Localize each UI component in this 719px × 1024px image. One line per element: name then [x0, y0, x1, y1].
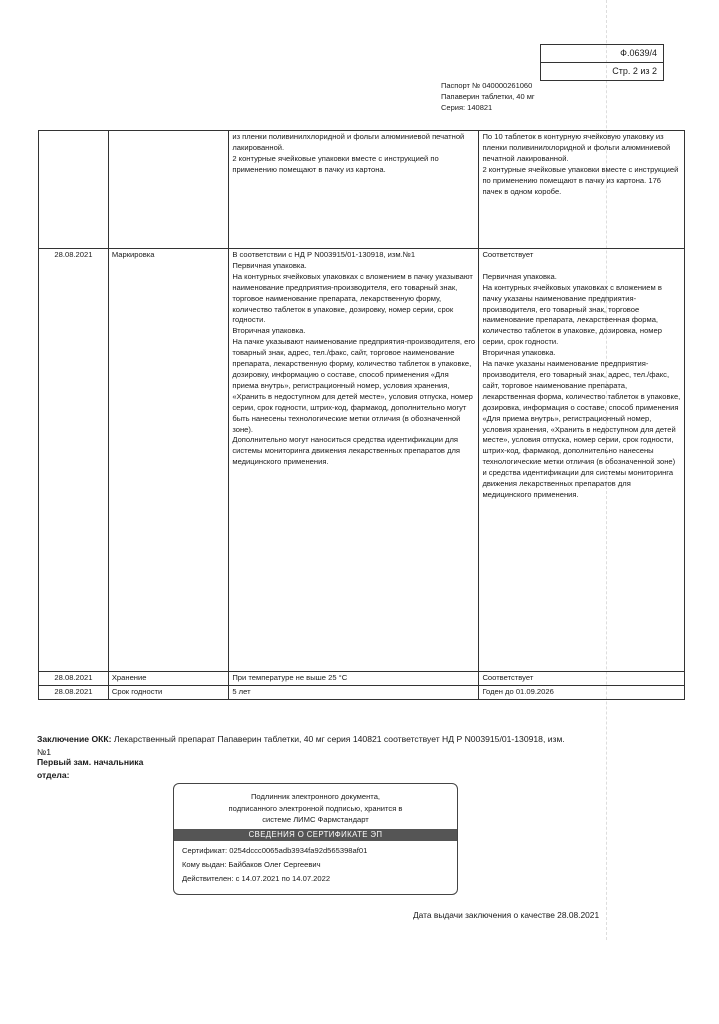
- table-row: [39, 685, 685, 699]
- certificate-id: Сертификат: 0254dccc0065adb3934fa92d565398af01: [182, 846, 368, 855]
- stamp-notice: [174, 784, 457, 829]
- certificate-validity: Действителен: с 14.07.2021 по 14.07.2022: [182, 874, 331, 883]
- row-result: Годен до 01.09.2026: [479, 685, 685, 699]
- row-date: 28.08.2021: [39, 685, 109, 699]
- page-number: Стр. 2 из 2: [541, 62, 663, 80]
- row-result: Соответствует: [479, 672, 685, 686]
- passport-number: Паспорт № 040000261060: [441, 81, 533, 90]
- stamp-header: СВЕДЕНИЯ О СЕРТИФИКАТЕ ЭП: [174, 829, 457, 841]
- row-date: [39, 131, 109, 249]
- stamp-line: системе ЛИМС Фармстандарт: [262, 815, 369, 824]
- row-indicator: [108, 131, 228, 249]
- row-indicator: Маркировка: [108, 249, 228, 672]
- test-results-table: [38, 130, 685, 700]
- table-row: [39, 249, 685, 672]
- electronic-signature-stamp: [173, 783, 458, 895]
- issue-date: Дата выдачи заключения о качестве 28.08.2021: [413, 910, 600, 920]
- row-indicator: Хранение: [108, 672, 228, 686]
- conclusion-label: Заключение ОКК:: [37, 734, 112, 744]
- table-row: [39, 131, 685, 249]
- product-name: Папаверин таблетки, 40 мг: [441, 92, 535, 101]
- certificate-owner: Кому выдан: Байбаков Олег Сергеевич: [182, 860, 321, 869]
- form-code: Ф.0639/4: [620, 48, 657, 58]
- stamp-line: Подлинник электронного документа,: [250, 792, 381, 801]
- stamp-line: подписанного электронной подписью, хранится в: [228, 803, 403, 813]
- row-date: 28.08.2021: [39, 672, 109, 686]
- row-date: 28.08.2021: [39, 249, 109, 672]
- row-result: Соответствует Первичная упаковка. На контурных ячейковых упаковках с вложением в пачку указаны наименование предприятия-производителя, его товарный знак, торговое наименование препарата, лекарственная форма, количество таблеток в упаковке, дозировка, номер серии, срок годности. Вторичная упаковка. На пачке указаны наименование предприятия-производителя, его товарный знак, адрес, тел./факс, сайт, торговое наименование препарата, лекарственная форма, количество таблеток в упаковке, дозировка, информация о составе, способ применения «Для приема внутрь», регистрационный номер, условия хранения, «Хранить в недоступном для детей месте», условия отпуска, номер серии, срок годности, штрих-код, фармакод, дополнительно нанесены технологические метки отличия (в обозначенной зоне) и средства идентификации для системы мониторинга движения лекарственных препаратов для медицинского применения.: [479, 249, 685, 672]
- row-requirement: 5 лет: [229, 685, 479, 699]
- series-number: Серия: 140821: [441, 103, 493, 112]
- row-requirement: При температуре не выше 25 °С: [229, 672, 479, 686]
- row-requirement: из пленки поливинилхлоридной и фольги алюминиевой печатной лакированной. 2 контурные ячейковые упаковки вместе с инструкцией по применению помещают в пачку из картона.: [229, 131, 479, 249]
- row-requirement: В соответствии с НД Р N003915/01-130918, изм.№1 Первичная упаковка. На контурных ячейковых упаковках с вложением в пачку указывают наименование предприятия-производителя, его товарный знак, торговое наименование препарата, лекарственную форму, количество таблеток в упаковке, дозировку, номер серии, срок годности. Вторичная упаковка. На пачке указывают наименование предприятия-производителя, его товарный знак, адрес, тел./факс, сайт, торговое наименование препарата, лекарственную форму, количество таблеток в упаковке, дозировку, информацию о составе, способ применения «Для приема внутрь», регистрационный номер, условия хранения, «Хранить в недоступном для детей месте», условия отпуска, номер серии, срок годности, штрих-код, фармакод, дополнительно могут быть нанесены технологические метки отличия (в обозначенной зоне). Дополнительно могут наноситься средства идентификации для системы мониторинга движения лекарственных препаратов для медицинского применения.: [229, 249, 479, 672]
- conclusion-text: Лекарственный препарат Папаверин таблетки, 40 мг серия 140821 соответствует НД Р N003915/01-130918, изм.№1: [37, 734, 565, 757]
- deputy-signature-label: Первый зам. начальника отдела:: [37, 757, 144, 780]
- form-code-box: [540, 44, 664, 81]
- row-result: По 10 таблеток в контурную ячейковую упаковку из пленки поливинилхлоридной и фольги алюминиевой печатной лакированной. 2 контурные ячейковые упаковки вместе с инструкцией по применению помещают в пачку из картона. 176 пачек в одном коробе.: [479, 131, 685, 249]
- passport-info: [441, 80, 535, 113]
- table-row: [39, 672, 685, 686]
- row-indicator: Срок годности: [108, 685, 228, 699]
